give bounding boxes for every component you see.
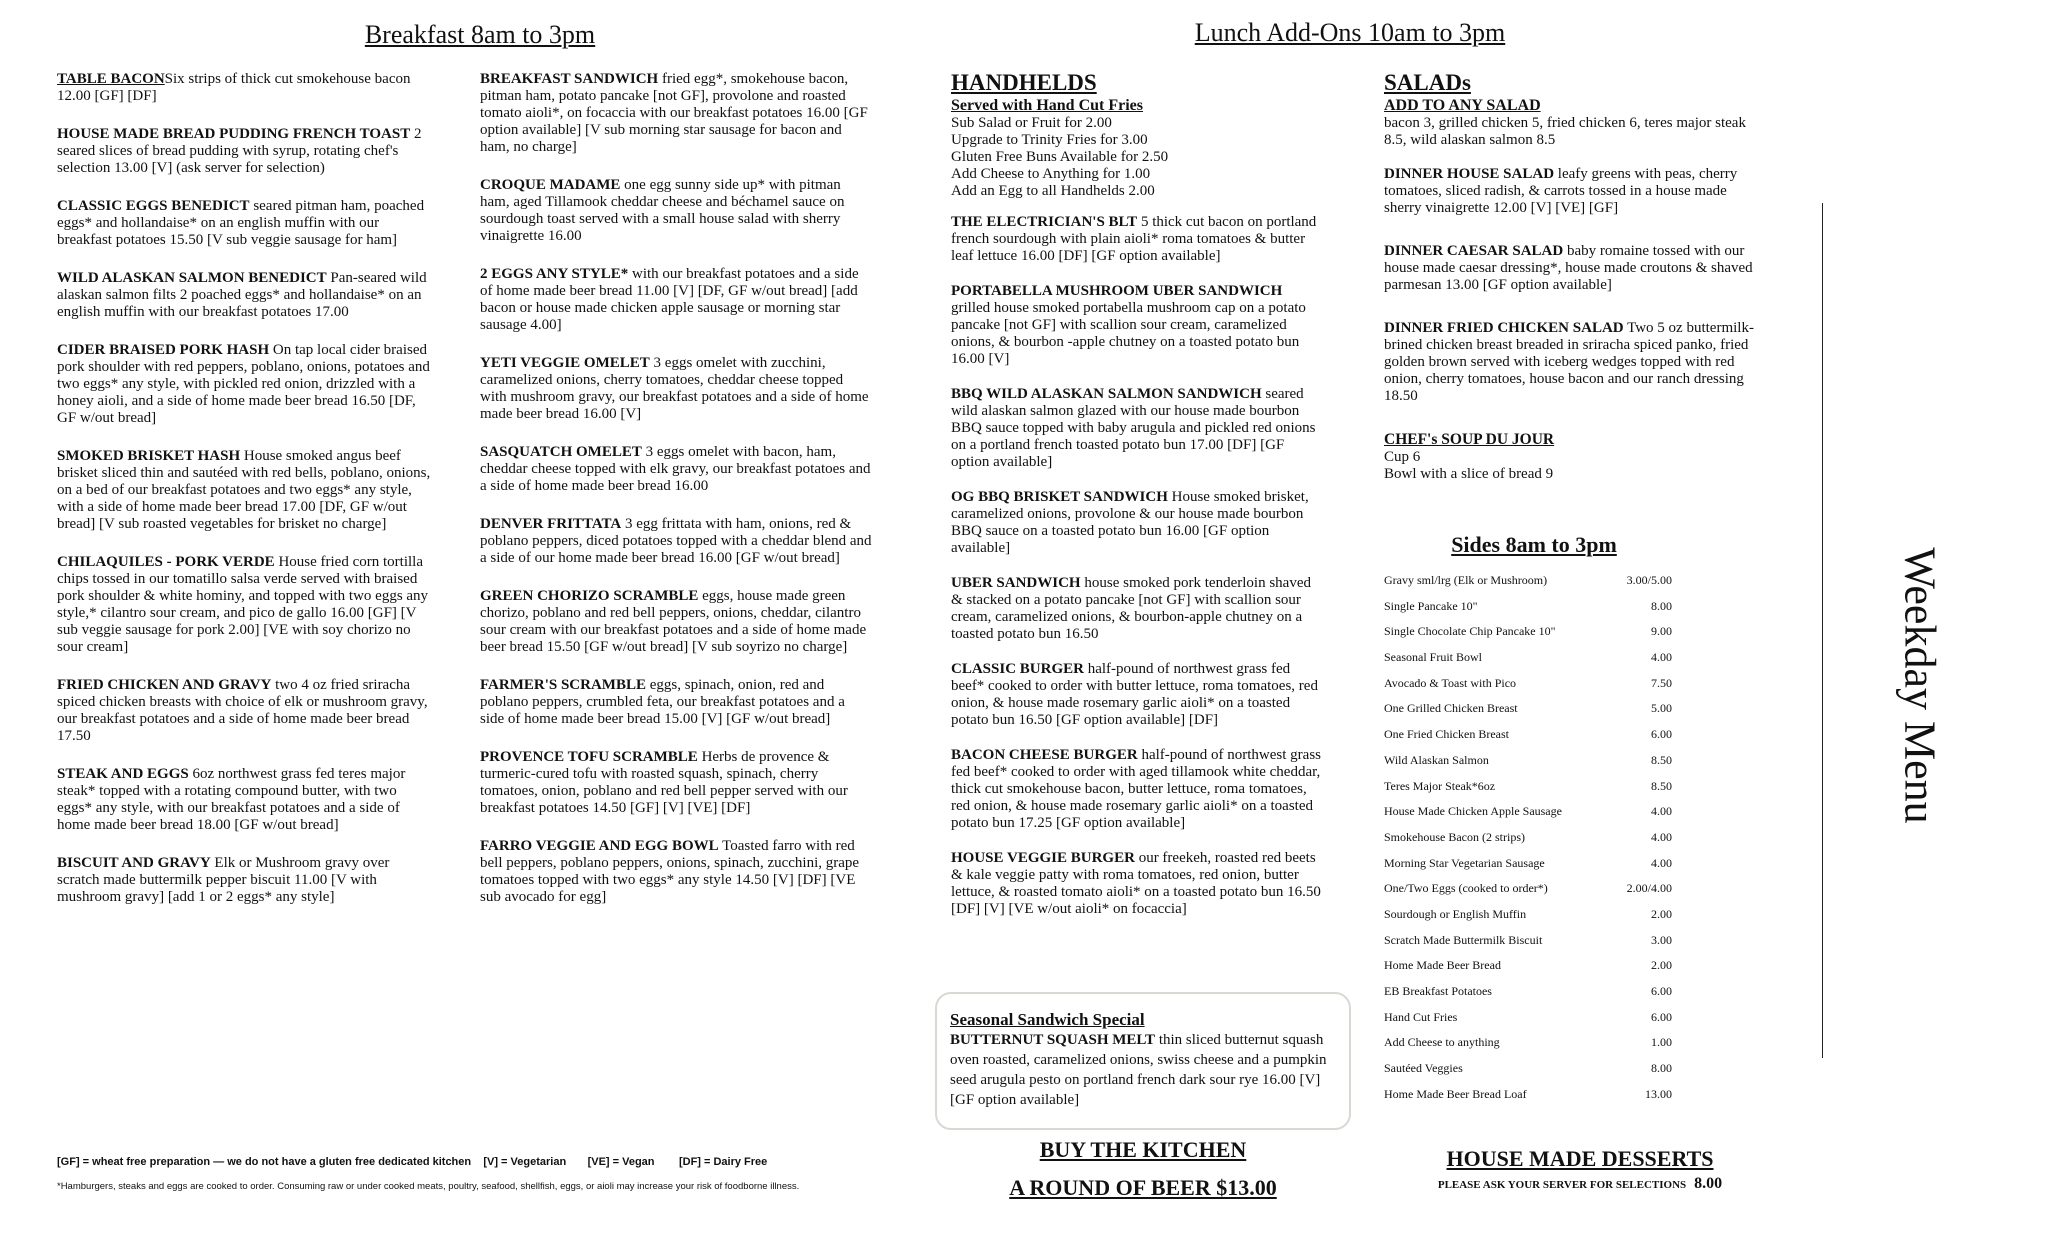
salads-title: SALADs bbox=[1384, 70, 1471, 95]
breakfast-item-desc: Six strips of thick cut smokehouse bacon 12.00 [GF] [DF] bbox=[57, 71, 411, 104]
lunch-title: Lunch Add-Ons 10am to 3pm bbox=[1194, 18, 1506, 47]
breakfast-column-1 bbox=[57, 71, 435, 927]
breakfast-item bbox=[480, 266, 872, 334]
breakfast-item-name: CLASSIC EGGS BENEDICT bbox=[57, 198, 250, 214]
side-name: Teres Major Steak*6oz bbox=[1384, 778, 1496, 793]
side-price: 2.00 bbox=[1651, 958, 1672, 973]
side-price: 8.50 bbox=[1651, 778, 1672, 793]
breakfast-item-desc: On tap local cider braised pork shoulder with red peppers, poblano, onions, potatoes and two eggs* any style, with pickled red onion, drizzled with a honey aioli, and a side of home made beer bread 16.50 [DF, GF w/out bread] bbox=[57, 342, 430, 426]
side-price: 8.00 bbox=[1651, 1061, 1672, 1076]
salad-item-name: DINNER FRIED CHICKEN SALAD bbox=[1384, 320, 1624, 336]
side-row bbox=[1384, 676, 1684, 702]
side-price: 2.00/4.00 bbox=[1626, 881, 1672, 896]
sides-title: Sides 8am to 3pm bbox=[1451, 532, 1617, 557]
handhelds-title: HANDHELDS bbox=[951, 70, 1097, 95]
side-price: 6.00 bbox=[1651, 984, 1672, 998]
breakfast-item-name: YETI VEGGIE OMELET bbox=[480, 355, 650, 371]
breakfast-item bbox=[57, 126, 435, 177]
side-row bbox=[1384, 573, 1684, 599]
breakfast-item bbox=[57, 270, 435, 321]
side-name: Add Cheese to anything bbox=[1384, 1035, 1500, 1050]
handheld-item-desc: house smoked pork tenderloin shaved & stacked on a potato pancake [not GF] with scallion sour cream, caramelized onions, & bourbon-apple chutney on a toasted potato bun 16.50 bbox=[951, 575, 1311, 642]
seasonal-special-title: Seasonal Sandwich Special bbox=[950, 1010, 1145, 1029]
breakfast-item-name: 2 EGGS ANY STYLE* bbox=[480, 266, 629, 282]
handheld-item bbox=[951, 661, 1321, 729]
side-price: 8.50 bbox=[1651, 752, 1672, 767]
side-row bbox=[1384, 599, 1684, 625]
breakfast-item-desc: seared pitman ham, poached eggs* and hollandaise* on an english muffin with our breakfast potatoes 15.50 [V sub veggie sausage for ham] bbox=[57, 198, 425, 248]
desserts-title: HOUSE MADE DESSERTS bbox=[1446, 1146, 1714, 1171]
side-name: Sautéed Veggies bbox=[1384, 1061, 1463, 1076]
salad-item bbox=[1384, 166, 1764, 217]
breakfast-item-name: GREEN CHORIZO SCRAMBLE bbox=[480, 588, 699, 604]
salad-items bbox=[1384, 166, 1764, 405]
side-row bbox=[1384, 830, 1684, 856]
handhelds-note: Upgrade to Trinity Fries for 3.00 bbox=[951, 132, 1148, 148]
breakfast-item-desc: one egg sunny side up* with pitman ham, aged Tillamook cheddar cheese and béchamel sauce on sourdough toast served with a small house salad with sherry vinaigrette 16.00 bbox=[480, 177, 845, 244]
breakfast-title: Breakfast 8am to 3pm bbox=[364, 20, 596, 49]
vertical-title-wrapper bbox=[1770, 546, 2070, 824]
side-price: 13.00 bbox=[1645, 1086, 1672, 1101]
side-price: 6.00 bbox=[1651, 727, 1672, 742]
breakfast-item-name: DENVER FRITTATA bbox=[480, 516, 622, 532]
breakfast-item bbox=[57, 855, 435, 906]
breakfast-item-desc: 6oz northwest grass fed teres major steak* topped with a rotating compound butter, with two eggs* any style, with our breakfast potatoes and a side of home made beer bread 18.00 [GF w/out bread] bbox=[57, 766, 406, 833]
seasonal-special-box bbox=[935, 992, 1351, 1130]
handheld-item-desc: half-pound of northwest grass fed beef* cooked to order with butter lettuce, roma tomatoes, red onion, & house made rosemary garlic aioli* on a toasted potato bun 16.50 [GF option available] [DF] bbox=[951, 661, 1318, 728]
side-name: Avocado & Toast with Pico bbox=[1384, 675, 1517, 690]
side-name: One Fried Chicken Breast bbox=[1384, 727, 1509, 742]
desserts-price: 8.00 bbox=[1694, 1175, 1723, 1192]
salad-item-name: DINNER CAESAR SALAD bbox=[1384, 243, 1564, 259]
handheld-item bbox=[951, 386, 1321, 471]
side-price: 8.00 bbox=[1651, 598, 1672, 613]
handhelds-subtitle: Served with Hand Cut Fries bbox=[951, 97, 1143, 114]
breakfast-item-name: PROVENCE TOFU SCRAMBLE bbox=[480, 749, 698, 765]
breakfast-item bbox=[480, 838, 872, 906]
side-row bbox=[1384, 856, 1684, 882]
breakfast-item-desc: with our breakfast potatoes and a side of home made beer bread 11.00 [V] [DF, GF w/out bread] [add bacon or house made chicken apple sausage or morning star sausage 4.00] bbox=[480, 266, 859, 333]
breakfast-item-name: SASQUATCH OMELET bbox=[480, 444, 642, 460]
side-name: One/Two Eggs (cooked to order*) bbox=[1384, 881, 1548, 896]
breakfast-item bbox=[480, 355, 872, 423]
breakfast-item bbox=[57, 554, 435, 656]
buy-kitchen-line-2: A ROUND OF BEER $13.00 bbox=[1009, 1175, 1277, 1200]
breakfast-item-name: FARRO VEGGIE AND EGG BOWL bbox=[480, 838, 719, 854]
breakfast-item-desc: Elk or Mushroom gravy over scratch made buttermilk pepper biscuit 11.00 [V with mushroom gravy] [add 1 or 2 eggs* any style] bbox=[57, 855, 390, 905]
side-name: Single Pancake 10" bbox=[1384, 598, 1478, 613]
handheld-item bbox=[951, 575, 1321, 643]
salads-section bbox=[1384, 70, 1764, 483]
breakfast-item-name: BISCUIT AND GRAVY bbox=[57, 855, 211, 871]
side-price: 4.00 bbox=[1651, 855, 1672, 870]
breakfast-item bbox=[480, 749, 872, 817]
side-name: Wild Alaskan Salmon bbox=[1384, 752, 1489, 767]
side-row bbox=[1384, 624, 1684, 650]
side-name: House Made Chicken Apple Sausage bbox=[1384, 804, 1562, 819]
handheld-item-name: BBQ WILD ALASKAN SALMON SANDWICH bbox=[951, 386, 1262, 402]
breakfast-item-desc: House smoked angus beef brisket sliced thin and sautéed with red bells, poblano, onions, on a bed of our breakfast potatoes and two eggs* any style, with a side of home made beer bread 17.00 [DF, GF w/out bread] [V sub roasted vegetables for brisket no charge] bbox=[57, 448, 431, 532]
side-row bbox=[1384, 958, 1684, 984]
breakfast-item-name: HOUSE MADE BREAD PUDDING FRENCH TOAST bbox=[57, 126, 411, 142]
breakfast-item-desc: fried egg*, smokehouse bacon, pitman ham, potato pancake [not GF], provolone and roasted tomato aioli*, on focaccia with our breakfast potatoes 16.00 [GF option available] [V sub morning star sausage for bacon and ham, no charge] bbox=[480, 71, 868, 155]
handheld-item-name: THE ELECTRICIAN'S BLT bbox=[951, 214, 1138, 230]
salad-item bbox=[1384, 320, 1764, 405]
salad-item-desc: leafy greens with peas, cherry tomatoes, sliced radish, & carrots tossed in a house made sherry vinaigrette 12.00 [V] [VE] [GF] bbox=[1384, 166, 1738, 216]
breakfast-item-name: FRIED CHICKEN AND GRAVY bbox=[57, 677, 272, 693]
breakfast-item bbox=[480, 516, 872, 567]
side-row bbox=[1384, 881, 1684, 907]
weekday-menu-title: Weekday Menu bbox=[1895, 546, 1945, 824]
breakfast-item bbox=[480, 177, 872, 245]
side-name: Home Made Beer Bread Loaf bbox=[1384, 1086, 1527, 1101]
side-name: Gravy sml/lrg (Elk or Mushroom) bbox=[1384, 573, 1548, 587]
handheld-item-name: UBER SANDWICH bbox=[951, 575, 1081, 591]
vertical-divider bbox=[1822, 203, 1823, 1058]
breakfast-item bbox=[57, 71, 435, 105]
side-row bbox=[1384, 701, 1684, 727]
handheld-item bbox=[951, 747, 1321, 832]
breakfast-item bbox=[57, 766, 435, 834]
side-row bbox=[1384, 1010, 1684, 1036]
side-row bbox=[1384, 779, 1684, 805]
salad-item bbox=[1384, 243, 1764, 294]
side-row bbox=[1384, 753, 1684, 779]
handheld-item-desc: seared wild alaskan salmon glazed with our house made bourbon BBQ sauce topped with baby arugula and pickled red onions on a portland french toasted potato bun 17.00 [DF] [GF option available] bbox=[951, 386, 1316, 470]
side-row bbox=[1384, 727, 1684, 753]
side-price: 4.00 bbox=[1651, 804, 1672, 819]
handheld-item bbox=[951, 214, 1321, 265]
side-row bbox=[1384, 650, 1684, 676]
handheld-item-name: PORTABELLA MUSHROOM UBER SANDWICH bbox=[951, 283, 1283, 299]
handheld-item-name: OG BBQ BRISKET SANDWICH bbox=[951, 489, 1168, 505]
breakfast-item bbox=[57, 448, 435, 533]
buy-kitchen-line-1: BUY THE KITCHEN bbox=[1039, 1137, 1247, 1162]
soup-title: CHEF's SOUP DU JOUR bbox=[1384, 431, 1555, 448]
side-row bbox=[1384, 1061, 1684, 1087]
breakfast-item bbox=[480, 677, 872, 728]
food-disclaimer: *Hamburgers, steaks and eggs are cooked to order. Consuming raw or under cooked meats, poultry, seafood, shellfish, eggs, or aioli may increase your risk of foodborne illness. bbox=[57, 1181, 800, 1192]
side-name: Home Made Beer Bread bbox=[1384, 958, 1501, 973]
handhelds-note: Sub Salad or Fruit for 2.00 bbox=[951, 115, 1112, 131]
seasonal-special-desc: thin sliced butternut squash oven roasted, caramelized onions, swiss cheese and a pumpkin seed arugula pesto on portland french dark sour rye 16.00 [V] [GF option available] bbox=[950, 1032, 1327, 1108]
side-price: 4.00 bbox=[1651, 829, 1672, 844]
breakfast-item-desc: Pan-seared wild alaskan salmon filts 2 poached eggs* and hollandaise* on an english muffin with our breakfast potatoes 17.00 bbox=[57, 270, 427, 320]
breakfast-item-name: BREAKFAST SANDWICH bbox=[480, 71, 659, 87]
side-price: 1.00 bbox=[1651, 1035, 1672, 1050]
breakfast-item-desc: Toasted farro with red bell peppers, poblano peppers, onions, spinach, zucchini, grape tomatoes topped with two eggs* any style 14.50 [V] [DF] [VE sub avocado for egg] bbox=[480, 838, 860, 905]
handheld-item-name: HOUSE VEGGIE BURGER bbox=[951, 850, 1135, 866]
handheld-item-name: BACON CHEESE BURGER bbox=[951, 747, 1138, 763]
side-price: 7.50 bbox=[1651, 675, 1672, 690]
handheld-item-desc: House smoked brisket, caramelized onions, provolone & our house made bourbon BBQ sauce on a toasted potato bun 16.00 [GF option available] bbox=[951, 489, 1309, 556]
side-row bbox=[1384, 984, 1684, 1010]
side-row bbox=[1384, 1087, 1684, 1113]
salad-item-desc: baby romaine tossed with our house made caesar dressing*, house made croutons & shaved parmesan 13.00 [GF option available] bbox=[1384, 243, 1753, 293]
breakfast-item-desc: Herbs de provence & turmeric-cured tofu with roasted squash, spinach, cherry tomatoes, onion, poblano and red bell pepper served with our breakfast potatoes 14.50 [GF] [V] [VE] [DF] bbox=[480, 749, 848, 816]
desserts-note: PLEASE ASK YOUR SERVER FOR SELECTIONS bbox=[1437, 1179, 1687, 1191]
handheld-item bbox=[951, 850, 1321, 918]
breakfast-item-name: CIDER BRAISED PORK HASH bbox=[57, 342, 270, 358]
side-name: Single Chocolate Chip Pancake 10" bbox=[1384, 624, 1556, 639]
handhelds-items bbox=[951, 214, 1321, 918]
breakfast-item-desc: House fried corn tortilla chips tossed in our tomatillo salsa verde served with braised pork shoulder & white hominy, and topped with two eggs any style,* cilantro sour cream, and pico de gallo 16.00 [GF] [V sub veggie sausage for pork 2.00] [VE with soy chorizo no sour cream] bbox=[57, 554, 429, 655]
breakfast-item bbox=[57, 677, 435, 745]
side-name: Scratch Made Buttermilk Biscuit bbox=[1384, 932, 1543, 947]
sides-table bbox=[1384, 573, 1684, 1112]
handheld-item bbox=[951, 283, 1321, 368]
breakfast-item-desc: eggs, house made green chorizo, poblano and red bell peppers, onions, cheddar, cilantro sour cream with our breakfast potatoes and a side of home made beer bread 15.50 [GF w/out bread] [V sub soyrizo no charge] bbox=[480, 588, 867, 655]
side-name: Seasonal Fruit Bowl bbox=[1384, 650, 1482, 665]
side-name: Smokehouse Bacon (2 strips) bbox=[1384, 829, 1525, 844]
side-name: One Grilled Chicken Breast bbox=[1384, 701, 1518, 716]
side-row bbox=[1384, 804, 1684, 830]
salad-item-name: DINNER HOUSE SALAD bbox=[1384, 166, 1555, 182]
breakfast-item bbox=[57, 342, 435, 427]
breakfast-item-desc: 3 eggs omelet with zucchini, caramelized onions, cherry tomatoes, cheddar cheese topped with mushroom gravy, our breakfast potatoes and a side of home made beer bread 16.00 [V] bbox=[480, 355, 869, 422]
handheld-item-desc: 5 thick cut bacon on portland french sourdough with plain aioli* roma tomatoes & butter leaf lettuce 16.00 [DF] [GF option available] bbox=[951, 214, 1317, 264]
salad-item-desc: Two 5 oz buttermilk-brined chicken breast breaded in sriracha spiced panko, fried golden brown served with iceberg wedges topped with red onion, cherry tomatoes, house bacon and our ranch dressing 18.50 bbox=[1384, 320, 1754, 404]
side-name: EB Breakfast Potatoes bbox=[1384, 984, 1492, 998]
breakfast-item-name: STEAK AND EGGS bbox=[57, 766, 189, 782]
handhelds-section bbox=[951, 70, 1321, 936]
side-row bbox=[1384, 933, 1684, 959]
breakfast-item-name: TABLE BACON bbox=[57, 71, 165, 87]
side-price: 5.00 bbox=[1651, 701, 1672, 716]
breakfast-item-desc: 3 eggs omelet with bacon, ham, cheddar cheese topped with elk gravy, our breakfast potatoes and a side of home made beer bread 16.00 bbox=[480, 444, 871, 494]
breakfast-item-name: WILD ALASKAN SALMON BENEDICT bbox=[57, 270, 327, 286]
desserts-note-line bbox=[1400, 1175, 1760, 1193]
side-price: 6.00 bbox=[1651, 1009, 1672, 1024]
breakfast-item bbox=[57, 198, 435, 249]
breakfast-item-desc: eggs, spinach, onion, red and poblano peppers, crumbled feta, our breakfast potatoes and a side of home made beer bread 15.00 [V] [GF w/out bread] bbox=[480, 677, 845, 727]
breakfast-item-name: CROQUE MADAME bbox=[480, 177, 621, 193]
side-price: 3.00 bbox=[1651, 932, 1672, 947]
add-to-salad-title: ADD TO ANY SALAD bbox=[1384, 97, 1541, 114]
breakfast-item bbox=[480, 588, 872, 656]
side-price: 3.00/5.00 bbox=[1626, 573, 1672, 587]
side-price: 9.00 bbox=[1651, 624, 1672, 639]
soup-bowl: Bowl with a slice of bread 9 bbox=[1384, 466, 1554, 482]
add-to-salad-desc: bacon 3, grilled chicken 5, fried chicken 6, teres major steak 8.5, wild alaskan salmon 8.5 bbox=[1384, 115, 1746, 148]
breakfast-item-name: SMOKED BRISKET HASH bbox=[57, 448, 241, 464]
side-price: 2.00 bbox=[1651, 906, 1672, 921]
handheld-item bbox=[951, 489, 1321, 557]
breakfast-item-desc: 2 seared slices of bread pudding with syrup, rotating chef's selection 13.00 [V] (ask server for selection) bbox=[57, 126, 422, 176]
side-row bbox=[1384, 1035, 1684, 1061]
handheld-item-desc: grilled house smoked portabella mushroom cap on a potato pancake [not GF] with scallion sour cream, caramelized onions, & bourbon -apple chutney on a toasted potato bun 16.00 [V] bbox=[951, 300, 1306, 367]
seasonal-special-name: BUTTERNUT SQUASH MELT bbox=[950, 1032, 1156, 1048]
handhelds-note: Add an Egg to all Handhelds 2.00 bbox=[951, 183, 1155, 199]
breakfast-column-2 bbox=[480, 71, 872, 927]
side-row bbox=[1384, 907, 1684, 933]
side-name: Hand Cut Fries bbox=[1384, 1009, 1458, 1024]
handhelds-note: Gluten Free Buns Available for 2.50 bbox=[951, 149, 1169, 165]
handheld-item-desc: our freekeh, roasted red beets & kale veggie patty with roma tomatoes, red onion, butter lettuce, & roasted tomato aioli* on a toasted potato bun 16.50 [DF] [V] [VE w/out aioli* on focaccia] bbox=[951, 850, 1321, 917]
breakfast-item-desc: 3 egg frittata with ham, onions, red & poblano peppers, diced potatoes topped with a cheddar blend and a side of our home made beer bread 16.00 [GF w/out bread] bbox=[480, 516, 872, 566]
side-price: 4.00 bbox=[1651, 650, 1672, 665]
breakfast-item-name: CHILAQUILES - PORK VERDE bbox=[57, 554, 275, 570]
soup-cup: Cup 6 bbox=[1384, 449, 1421, 465]
handhelds-notes bbox=[951, 115, 1321, 200]
handheld-item-desc: half-pound of northwest grass fed beef* cooked to order with aged tillamook white cheddar, thick cut smokehouse bacon, butter lettuce, roma tomatoes, red onion, & house made rosemary garlic aioli* on a toasted potato bun 17.25 [GF option available] bbox=[951, 747, 1321, 831]
handhelds-note: Add Cheese to Anything for 1.00 bbox=[951, 166, 1151, 182]
seasonal-special-item bbox=[950, 1030, 1339, 1110]
side-name: Sourdough or English Muffin bbox=[1384, 906, 1527, 921]
handheld-item-name: CLASSIC BURGER bbox=[951, 661, 1084, 677]
breakfast-item-name: FARMER'S SCRAMBLE bbox=[480, 677, 646, 693]
breakfast-item bbox=[480, 444, 872, 495]
breakfast-item bbox=[480, 71, 872, 156]
breakfast-item-desc: two 4 oz fried sriracha spiced chicken breasts with choice of elk or mushroom gravy, our breakfast potatoes and a side of home made beer bread 17.50 bbox=[57, 677, 428, 744]
side-name: Morning Star Vegetarian Sausage bbox=[1384, 855, 1545, 870]
dietary-legend: [GF] = wheat free preparation — we do not have a gluten free dedicated kitchen [V] = Vegetarian [VE] = Vegan [DF] = Dairy Free bbox=[57, 1156, 768, 1168]
